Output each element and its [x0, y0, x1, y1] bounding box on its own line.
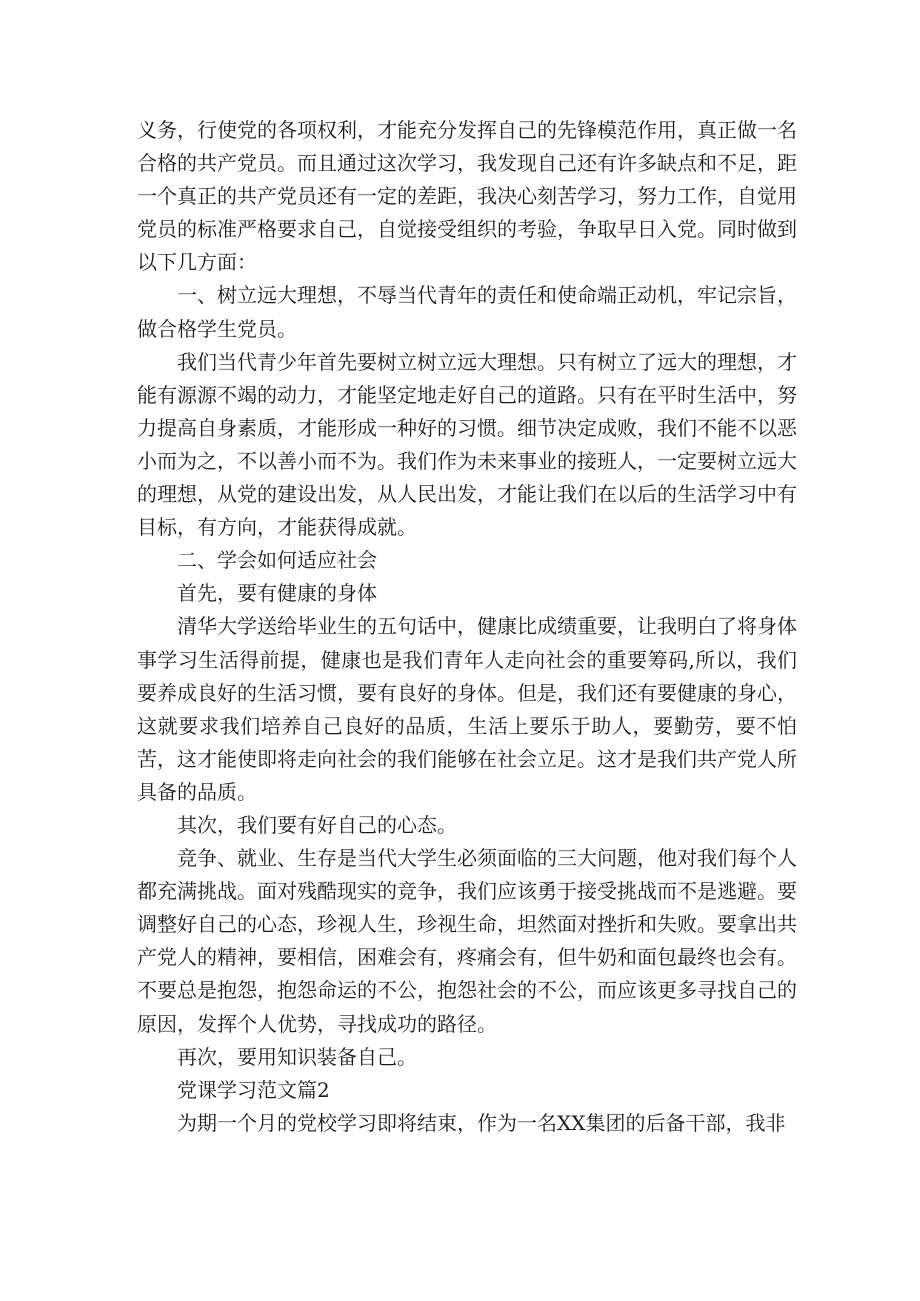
- paragraph-section-title: 党课学习范文篇2: [177, 1077, 330, 1102]
- paragraph-subheading-mindset: 其次，我们要有好自己的心态。: [177, 812, 457, 837]
- paragraph-intro: 义务，行使党的各项权利，才能充分发挥自己的先锋模范作用，真正做一名合格的共产党员。而且通过这次学习，我发现自己还有许多缺点和不足，距一个真正的共产党员还有一定的差距，我决心刻苦学习，努力工作，自觉用党员的标准严格要求自己，自觉接受组织的考验，争取早日入党。同时做到以下几方面：: [137, 118, 797, 275]
- paragraph-heading-two: 二、学会如何适应社会: [177, 548, 377, 573]
- paragraph-ideals: 我们当代青少年首先要树立树立远大理想。只有树立了远大的理想，才能有源源不竭的动力，才能坚定地走好自己的道路。只有在平时生活中，努力提高自身素质，才能形成一种好的习惯。细节决定成败，我们不能不以恶小而为之，不以善小而不为。我们作为未来事业的接班人，一定要树立远大的理想，从党的建设出发，从人民出发，才能让我们在以后的生活学习中有目标，有方向，才能获得成就。: [137, 349, 797, 540]
- paragraph-subheading-knowledge: 再次，要用知识装备自己。: [177, 1044, 417, 1069]
- paragraph-section-opening: 为期一个月的党校学习即将结束，作为一名XX集团的后备干部，我非: [177, 1110, 786, 1135]
- document-body: [137, 114, 797, 1140]
- paragraph-heading-one: 一、树立远大理想，不辱当代青年的责任和使命端正动机，牢记宗旨，做合格学生党员。: [137, 283, 797, 341]
- paragraph-health: 清华大学送给毕业生的五句话中，健康比成绩重要，让我明白了将身体事学习生活得前提，健康也是我们青年人走向社会的重要筹码,所以，我们要养成良好的生活习惯，要有良好的身体。但是，我们还有要健康的身心，这就要求我们培养自己良好的品质，生活上要乐于助人，要勤劳，要不怕苦，这才能使即将走向社会的我们能够在社会立足。这才是我们共产党人所具备的品质。: [137, 614, 797, 804]
- paragraph-subheading-health: 首先，要有健康的身体: [177, 581, 377, 606]
- paragraph-mindset: 竞争、就业、生存是当代大学生必须面临的三大问题，他对我们每个人都充满挑战。面对残酷现实的竞争，我们应该勇于接受挑战而不是逃避。要调整好自己的心态，珍视人生，珍视生命，坦然面对挫折和失败。要拿出共产党人的精神，要相信，困难会有，疼痛会有，但牛奶和面包最终也会有。不要总是抱怨，抱怨命运的不公，抱怨社会的不公，而应该更多寻找自己的原因，发挥个人优势，寻找成功的路径。: [137, 846, 797, 1036]
